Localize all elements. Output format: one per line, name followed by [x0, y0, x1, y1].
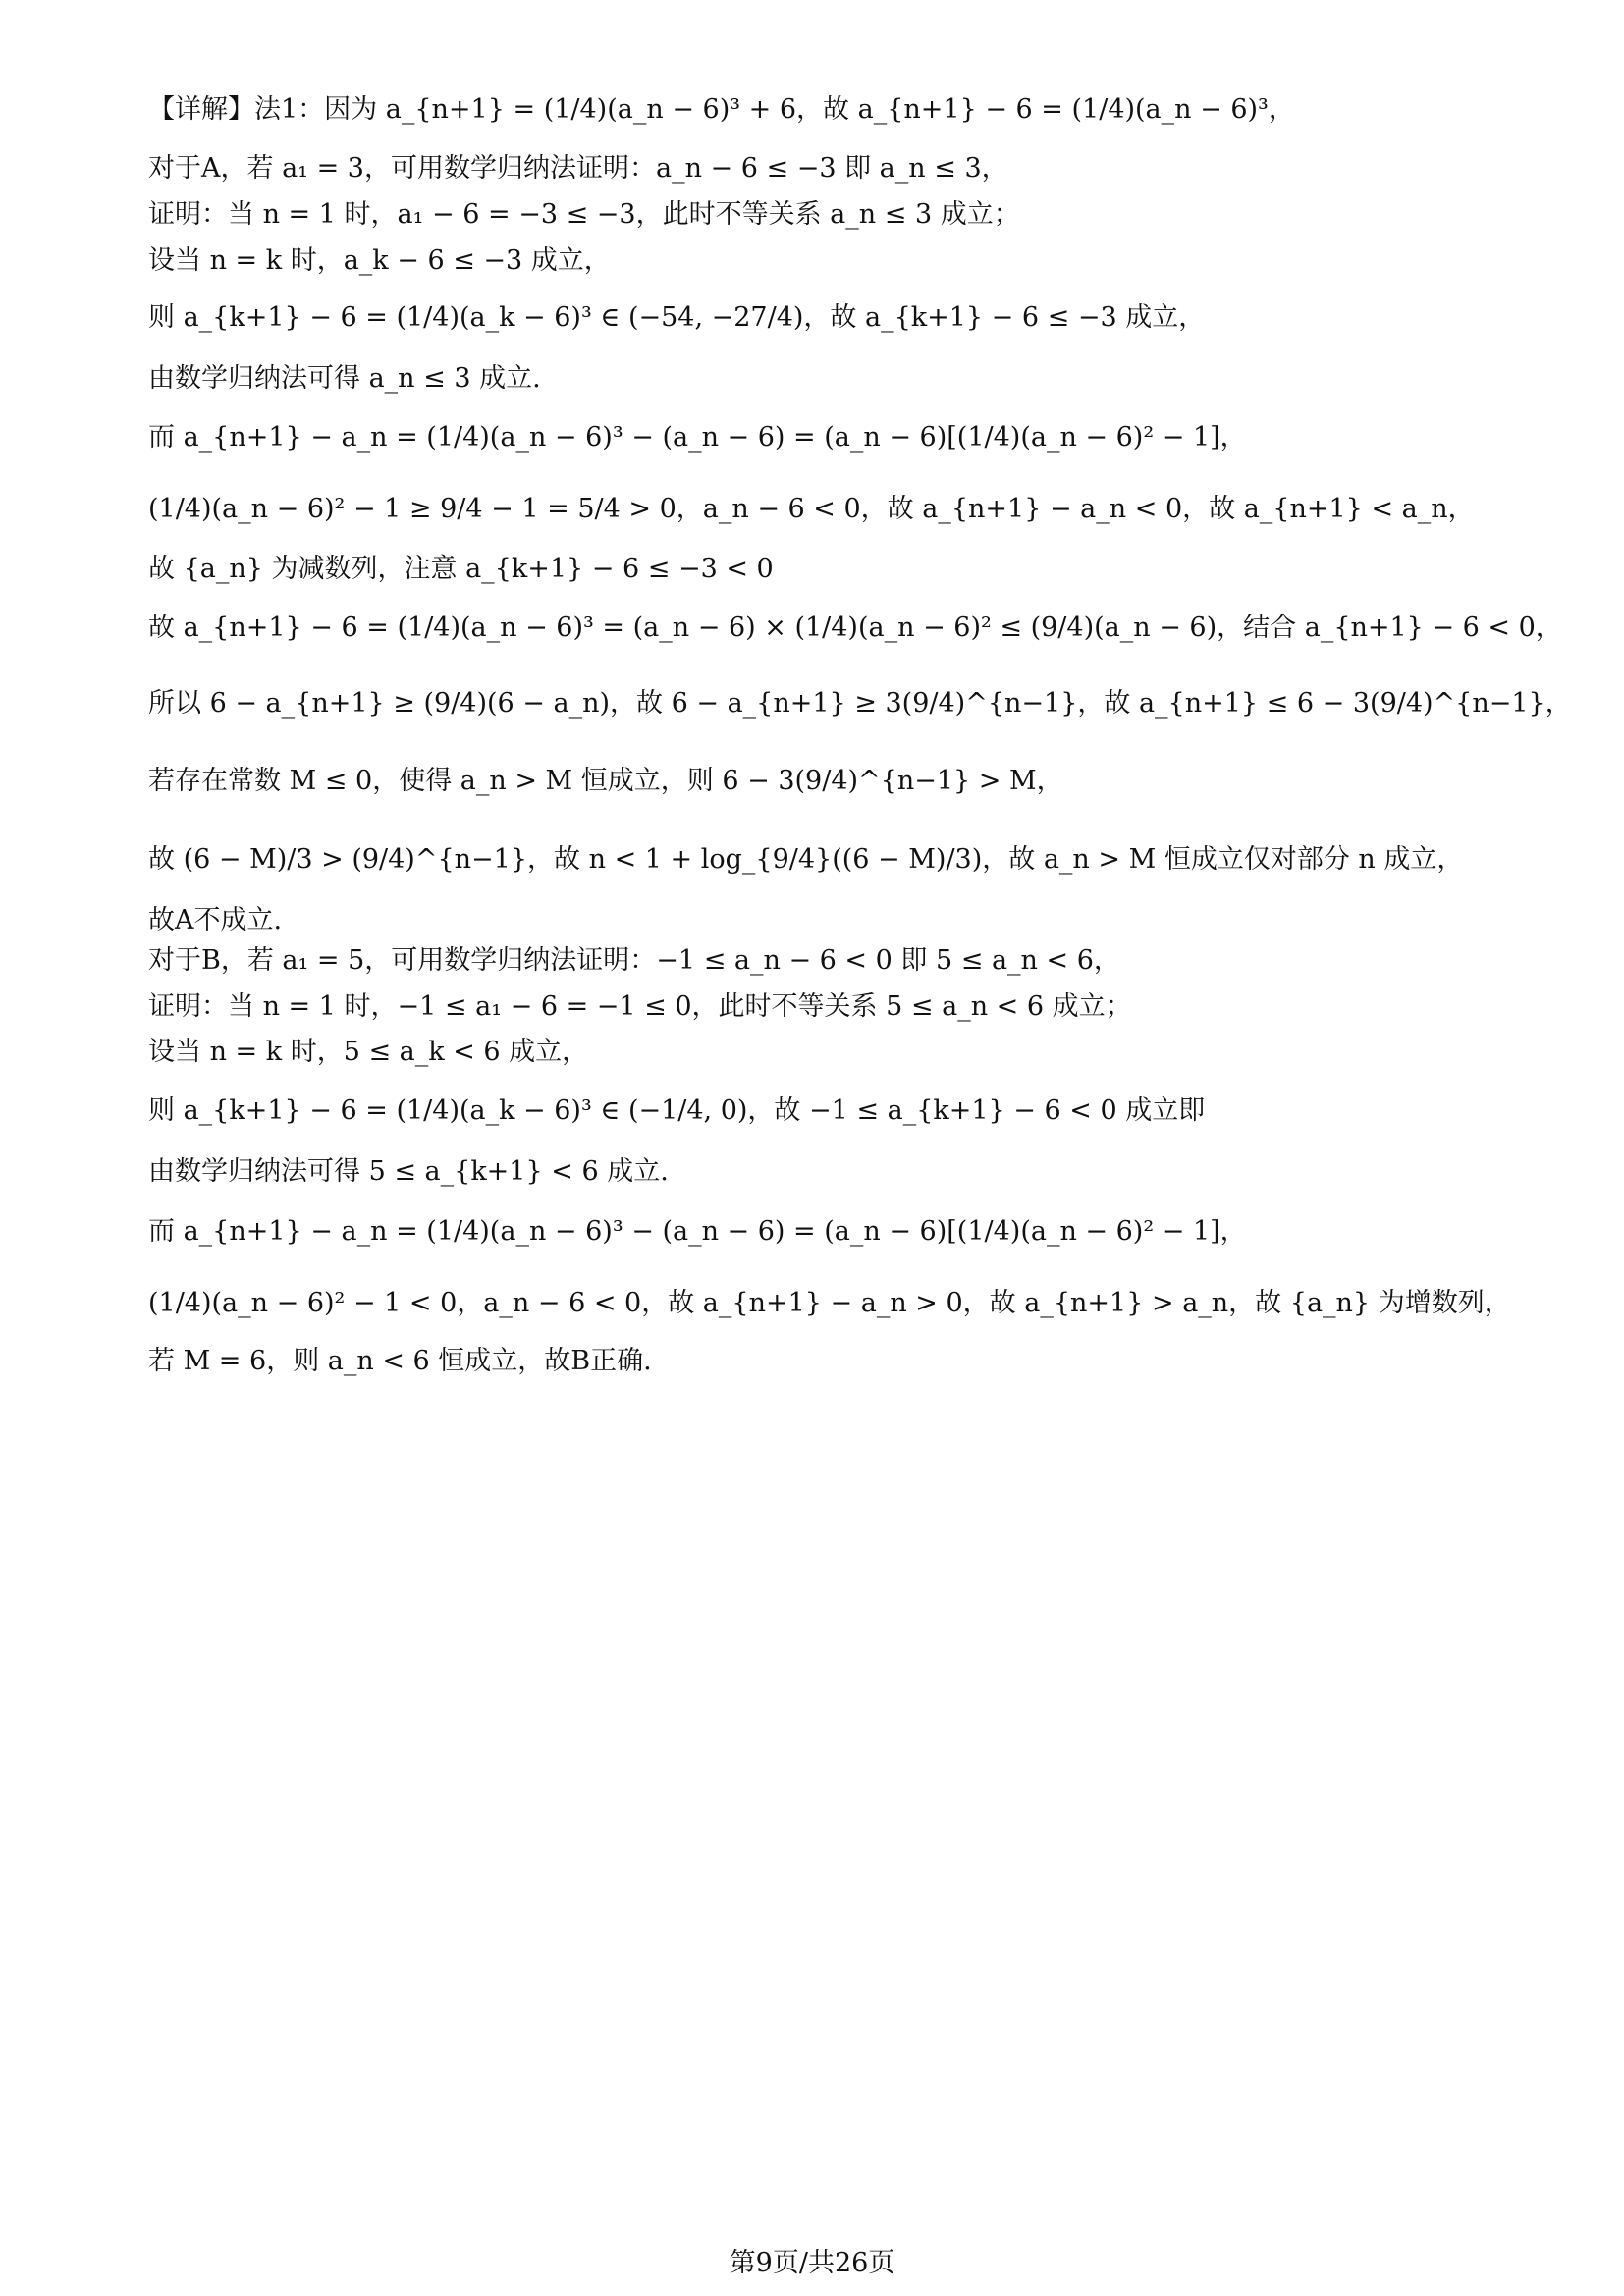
text-line: 而 a_{n+1} − a_n = (1/4)(a_n − 6)³ − (a_n − 6) = (a_n − 6)[(1/4)(a_n − 6)² − 1]， [148, 422, 1247, 453]
text-line: (1/4)(a_n − 6)² − 1 ≥ 9/4 − 1 = 5/4 > 0，a_n − 6 < 0，故 a_{n+1} − a_n < 0，故 a_{n+1} < a_n， [148, 494, 1475, 524]
text-line: 则 a_{k+1} − 6 = (1/4)(a_k − 6)³ ∈ (−54, −27/4)，故 a_{k+1} − 6 ≤ −3 成立， [148, 302, 1206, 333]
text-line: 故 {a_n} 为减数列，注意 a_{k+1} − 6 ≤ −3 < 0 [148, 554, 774, 584]
text-line: 故 a_{n+1} − 6 = (1/4)(a_n − 6)³ = (a_n − 6) × (1/4)(a_n − 6)² ≤ (9/4)(a_n − 6)，结合 a_{n+1} − 6 < 0， [148, 613, 1562, 643]
text-line: 而 a_{n+1} − a_n = (1/4)(a_n − 6)³ − (a_n − 6) = (a_n − 6)[(1/4)(a_n − 6)² − 1]， [148, 1216, 1247, 1247]
text-line: 证明：当 n = 1 时，−1 ≤ a₁ − 6 = −1 ≤ 0，此时不等关系 5 ≤ a_n < 6 成立； [148, 991, 1132, 1022]
text-line: (1/4)(a_n − 6)² − 1 < 0，a_n − 6 < 0，故 a_{n+1} − a_n > 0，故 a_{n+1} > a_n，故 {a_n} 为增数列， [148, 1288, 1511, 1318]
text-line: 设当 n = k 时，a_k − 6 ≤ −3 成立， [148, 245, 611, 276]
text-line: 则 a_{k+1} − 6 = (1/4)(a_k − 6)³ ∈ (−1/4, 0)，故 −1 ≤ a_{k+1} − 6 < 0 成立即 [148, 1095, 1206, 1126]
text-line: 对于A，若 a₁ = 3，可用数学归纳法证明：a_n − 6 ≤ −3 即 a_n ≤ 3， [148, 153, 1008, 184]
text-line: 若存在常数 M ≤ 0，使得 a_n > M 恒成立，则 6 − 3(9/4)^{n−1} > M， [148, 766, 1063, 796]
text-line: 证明：当 n = 1 时，a₁ − 6 = −3 ≤ −3，此时不等关系 a_n ≤ 3 成立； [148, 199, 1020, 230]
text-line: 由数学归纳法可得 a_n ≤ 3 成立. [148, 363, 541, 394]
text-line: 故A不成立. [148, 905, 283, 935]
text-line: 对于B，若 a₁ = 5，可用数学归纳法证明：−1 ≤ a_n − 6 < 0 即 5 ≤ a_n < 6， [148, 945, 1120, 976]
page-footer: 第9页/共26页 [729, 2248, 895, 2278]
text-line: 故 (6 − M)/3 > (9/4)^{n−1}，故 n < 1 + log_{9/4}((6 − M)/3)，故 a_n > M 恒成立仅对部分 n 成立， [148, 844, 1464, 875]
text-line: 设当 n = k 时，5 ≤ a_k < 6 成立， [148, 1037, 589, 1067]
text-line: 若 M = 6，则 a_n < 6 恒成立，故B正确. [148, 1346, 652, 1376]
text-line: 所以 6 − a_{n+1} ≥ (9/4)(6 − a_n)，故 6 − a_{n+1} ≥ 3(9/4)^{n−1}，故 a_{n+1} ≤ 6 − 3(9/4)^{n−1}， [148, 688, 1572, 719]
text-line: 由数学归纳法可得 5 ≤ a_{k+1} < 6 成立. [148, 1156, 669, 1187]
text-line: 【详解】法1：因为 a_{n+1} = (1/4)(a_n − 6)³ + 6，故 a_{n+1} − 6 = (1/4)(a_n − 6)³， [148, 94, 1295, 125]
